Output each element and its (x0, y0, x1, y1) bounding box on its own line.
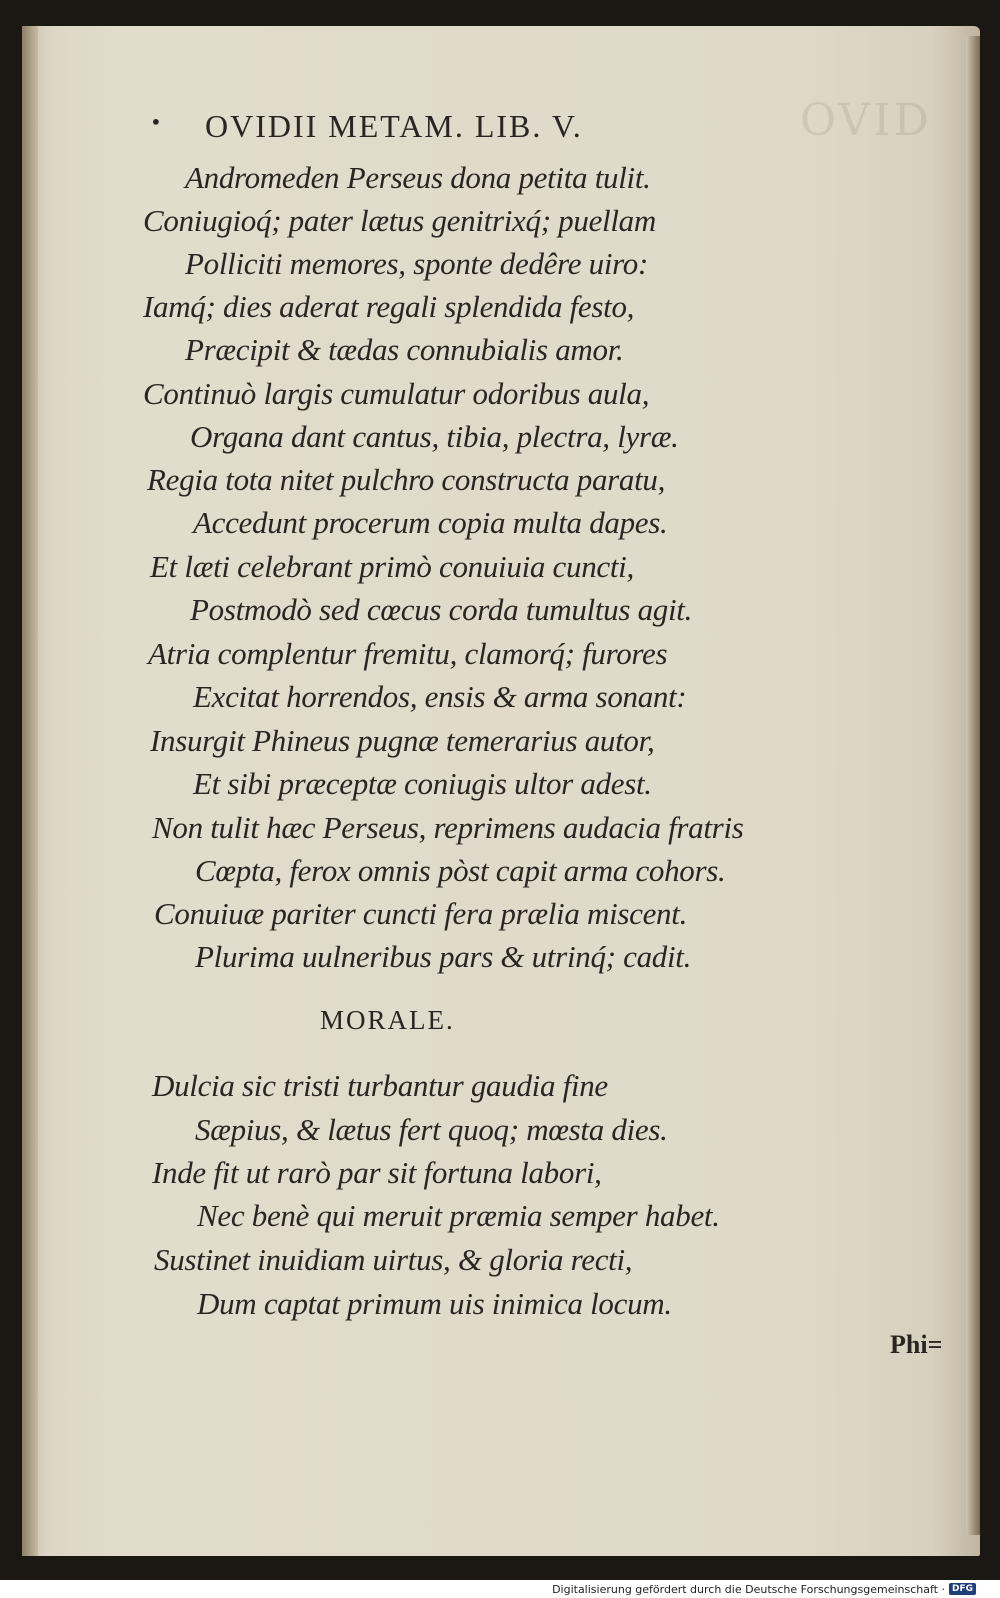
digitization-footer (552, 1582, 976, 1596)
verse-line: Coniugioq́; pater lætus genitrixq́; puellam (143, 203, 656, 238)
verse-line: Conuiuæ pariter cuncti fera prælia miscent. (154, 896, 688, 931)
catchword: Phi= (890, 1330, 943, 1359)
verse-line: Præcipit & tædas connubialis amor. (185, 332, 624, 367)
verse-line: Accedunt procerum copia multa dapes. (193, 505, 668, 540)
verse-line: Et sibi præceptæ coniugis ultor adest. (193, 766, 652, 801)
footer-text: Digitalisierung gefördert durch die Deutsche Forschungsgemeinschaft · (552, 1582, 945, 1596)
running-head: OVIDII METAM. LIB. V. (205, 108, 583, 144)
page-left-edge (22, 26, 38, 1556)
moral-line: Dulcia sic tristi turbantur gaudia fine (152, 1068, 608, 1103)
moral-line: Sæpius, & lætus fert quoq; mœsta dies. (195, 1112, 668, 1147)
verse-line: Regia tota nitet pulchro constructa paratu, (147, 462, 666, 497)
section-heading: MORALE. (320, 1005, 455, 1035)
verse-line: Cœpta, ferox omnis pòst capit arma cohors. (195, 853, 726, 888)
verse-line: Excitat horrendos, ensis & arma sonant: (193, 679, 687, 714)
verse-line: Organa dant cantus, tibia, plectra, lyræ. (190, 419, 679, 454)
page-right-edge (966, 36, 980, 1535)
verse-line: Et læti celebrant primò conuiuia cuncti, (150, 549, 634, 584)
verse-line: Polliciti memores, sponte dedêre uiro: (185, 246, 648, 281)
verse-line: Iamq́; dies aderat regali splendida festo, (143, 289, 635, 324)
verse-line: Postmodò sed cœcus corda tumultus agit. (190, 592, 693, 627)
moral-line: Dum captat primum uis inimica locum. (197, 1286, 672, 1321)
moral-line: Sustinet inuidiam uirtus, & gloria recti, (154, 1242, 633, 1277)
moral-line: Nec benè qui meruit præmia semper habet. (197, 1198, 720, 1233)
dfg-logo-icon: DFG (949, 1583, 976, 1595)
verse-line: Plurima uulneribus pars & utrinq́; cadit. (195, 939, 692, 974)
moral-line: Inde fit ut rarò par sit fortuna labori, (152, 1155, 602, 1190)
page-mark: • (150, 110, 162, 134)
verse-line: Insurgit Phineus pugnæ temerarius autor, (150, 723, 655, 758)
verse-line: Non tulit hæc Perseus, reprimens audacia fratris (152, 810, 744, 845)
verse-line: Andromeden Perseus dona petita tulit. (185, 160, 651, 195)
show-through-text: OVID (800, 95, 932, 146)
verse-line: Continuò largis cumulatur odoribus aula, (143, 376, 650, 411)
verse-line: Atria complentur fremitu, clamorq́; furores (148, 636, 668, 671)
